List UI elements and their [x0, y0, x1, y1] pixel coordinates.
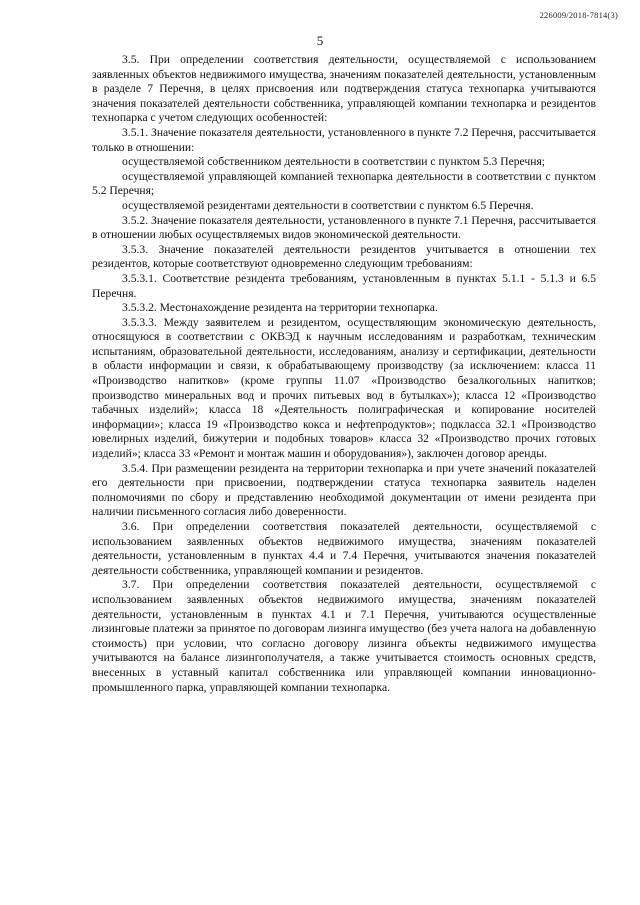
paragraph-3-5-3-2: 3.5.3.2. Местонахождение резидента на территории технопарка. — [122, 301, 438, 315]
paragraph-3-5-1: 3.5.1. Значение показателя деятельности, установленного в пункте 7.2 Перечня, рассчитывается только в отношении: — [92, 125, 596, 154]
paragraph-3-5-2: 3.5.2. Значение показателя деятельности, установленного в пункте 7.1 Перечня, рассчитывается в отношении любых осуществляемых видов экономической деятельности. — [92, 213, 596, 242]
paragraph-3-5: 3.5. При определении соответствия деятельности, осуществляемой с использованием заявленных объектов недвижимого имущества, значениям показателей деятельности, установленным в разделе 7 Перечня, в целях присвоения или подтверждения статуса технопарка учитываются значения показателей деятельности собственника, управляющей компании технопарка и резидентов технопарка с учетом следующих особенностей: — [92, 53, 596, 125]
paragraph-3-6: 3.6. При определении соответствия показателей деятельности, осуществляемой с использованием заявленных объектов недвижимого имущества, значениям показателей деятельности, установленным в пунктах 4.4 и 7.4 Перечня, учитываются значения показателей деятельности собственника, управляющей компании и резидентов. — [92, 520, 596, 577]
list-item-residents: осуществляемой резидентами деятельности в соответствии с пунктом 6.5 Перечня. — [122, 198, 534, 212]
page-number: 5 — [316, 33, 324, 48]
paragraph-3-5-3-3: 3.5.3.3. Между заявителем и резидентом, осуществляющим экономическую деятельность, относящуюся в соответствии с ОКВЭД к научным исследованиям и разработкам, техническим испытаниям, образовательной деятельности, исследованиям, анализу и сертификации, деятельности в области информации и связи, к обрабатывающему производству (за исключением: класса 11 «Производство напитков» (кроме группы 11.07 «Производство безалкогольных напитков; производство минеральных вод и прочих питьевых вод в бутылках»); класса 12 «Производство табачных изделий»; класса 18 «Деятельность полиграфическая и копирование носителей информации»; класса 19 «Производство кокса и нефтепродуктов»; подкласса 32.1 «Производство ювелирных изделий, бижутерии и подобных товаров» класса 32 «Производство прочих готовых изделий»; класса 33 «Ремонт и монтаж машин и оборудования»), заключен договор аренды. — [92, 315, 596, 461]
document-body — [92, 53, 596, 695]
list-item-owner: осуществляемой собственником деятельности в соответствии с пунктом 5.3 Перечня; — [122, 155, 546, 169]
paragraph-3-5-3: 3.5.3. Значение показателей деятельности резидентов учитывается в отношении тех резидентов, которые соответствуют одновременно следующим требованиям: — [92, 242, 596, 271]
paragraph-3-7: 3.7. При определении соответствия показателей деятельности, осуществляемой с использованием заявленных объектов недвижимого имущества, значениям показателей деятельности, установленным в пунктах 4.1 и 7.1 Перечня, учитываются осуществленные лизинговые платежи за принятое по договорам лизинга имущество (без учета налога на добавленную стоимость) при условии, что согласно договору лизинга объекты недвижимого имущества учитываются на балансе лизингополучателя, а также учитывается стоимость основных средств, внесенных в уставный капитал собственника или управляющей компании инновационно-промышленного парка, управляющей компании технопарка. — [92, 578, 596, 694]
list-item-management-company: осуществляемой управляющей компанией технопарка деятельности в соответствии с пунктом 5.2 Перечня; — [92, 169, 596, 198]
paragraph-3-5-3-1: 3.5.3.1. Соответствие резидента требованиям, установленным в пунктах 5.1.1 - 5.1.3 и 6.5 Перечня. — [92, 271, 596, 300]
paragraph-3-5-4: 3.5.4. При размещении резидента на территории технопарка и при учете значений показателей его деятельности при присвоении, подтверждении статуса технопарка заявитель наделен полномочиями по сбору и представлению необходимой документации от имени резидента при наличии письменного согласия либо доверенности. — [92, 461, 596, 519]
document-id: 226009/2018-7814(3) — [539, 10, 618, 20]
